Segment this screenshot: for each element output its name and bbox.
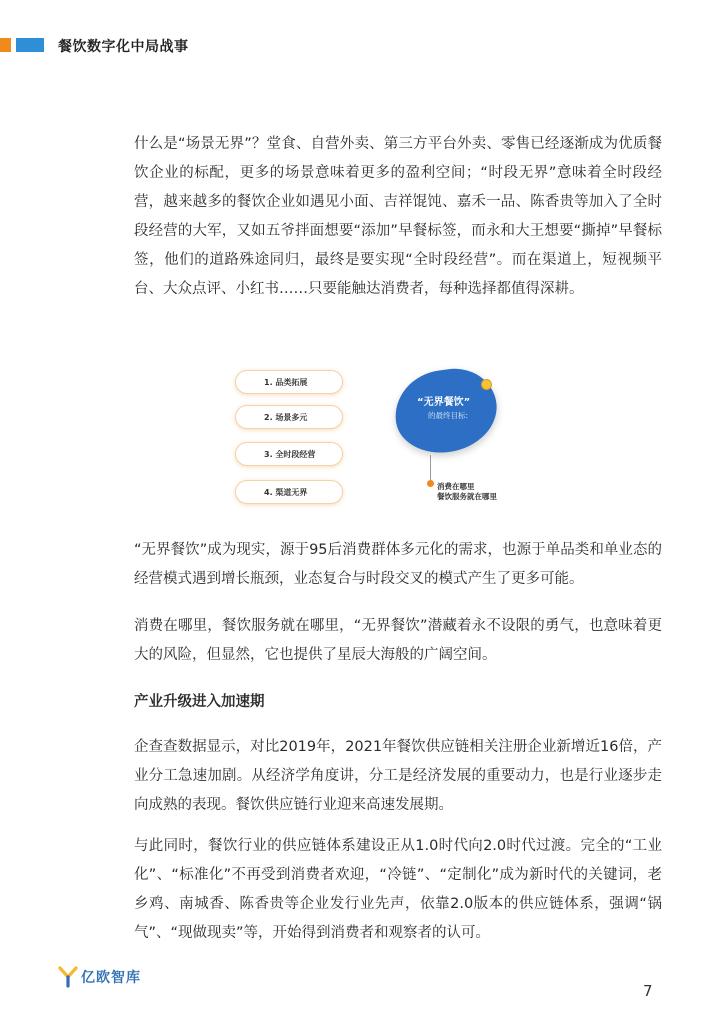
blob-title: “无界餐饮” xyxy=(417,397,471,408)
page-number: 7 xyxy=(643,982,653,1000)
yiou-logo-icon xyxy=(58,966,78,988)
section-heading: 产业升级进入加速期 xyxy=(134,694,265,710)
logo-text: 亿欧智库 xyxy=(81,970,141,986)
diagram-item-scene: 2. 场景多元 xyxy=(235,405,343,429)
note-line-1: 消费在哪里 xyxy=(437,482,475,491)
paragraph-supply-chain-2-0: 与此同时，餐饮行业的供应链体系建设正从1.0时代向2.0时代过渡。完全的“工业化”、“标准化”不再受到消费者欢迎，“冷链”、“定制化”成为新时代的关键词，老乡鸡、南城香、陈香贵等企业发行业先声，依靠2.0版本的供应链体系，强调“锅气”、“现做现卖”等，开始得到消费者和观察者的认可。 xyxy=(134,838,662,941)
connector-dot xyxy=(427,480,434,487)
connector-line xyxy=(430,455,431,483)
header-accent-orange xyxy=(0,38,11,52)
header-accent-blue xyxy=(16,38,44,52)
paragraph-boundless-reality: “无界餐饮”成为现实，源于95后消费群体多元化的需求，也源于单品类和单业态的经营模式遇到增长瓶颈，业态复合与时段交叉的模式产生了更多可能。 xyxy=(134,542,662,587)
boundless-dining-diagram xyxy=(225,360,525,510)
footer-logo xyxy=(58,966,141,988)
paragraph-consumption: 消费在哪里，餐饮服务就在哪里，“无界餐饮”潜藏着永不设限的勇气，也意味着更大的风险，但显然，它也提供了星辰大海般的广阔空间。 xyxy=(134,618,662,663)
blob-subtitle: 的最终目标: xyxy=(428,411,469,420)
header-title: 餐饮数字化中局战事 xyxy=(58,39,189,55)
paragraph-scene-boundless: 什么是“场景无界”？堂食、自营外卖、第三方平台外卖、零售已经逐渐成为优质餐饮企业的标配，更多的场景意味着更多的盈利空间；“时段无界”意味着全时段经营，越来越多的餐饮企业如遇见小面、吉祥馄饨、嘉禾一品、陈香贵等加入了全时段经营的大军，又如五爷拌面想要“添加”早餐标签，而永和大王想要“撕掉”早餐标签，他们的道路殊途同归，最终是要实现“全时段经营”。而在渠道上，短视频平台、大众点评、小红书……只要能触达消费者，每种选择都值得深耕。 xyxy=(134,136,662,297)
diagram-item-category: 1. 品类拓展 xyxy=(235,370,343,394)
paragraph-supply-chain-data: 企查查数据显示，对比2019年，2021年餐饮供应链相关注册企业新增近16倍，产业分工急速加剧。从经济学角度讲，分工是经济发展的重要动力，也是行业逐步走向成熟的表现。餐饮供应链行业迎来高速发展期。 xyxy=(134,739,662,813)
diagram-item-channel: 4. 渠道无界 xyxy=(235,480,343,504)
coin-icon xyxy=(481,379,492,390)
note-line-2: 餐饮服务就在哪里 xyxy=(437,492,497,501)
diagram-item-full-time: 3. 全时段经营 xyxy=(235,442,343,466)
